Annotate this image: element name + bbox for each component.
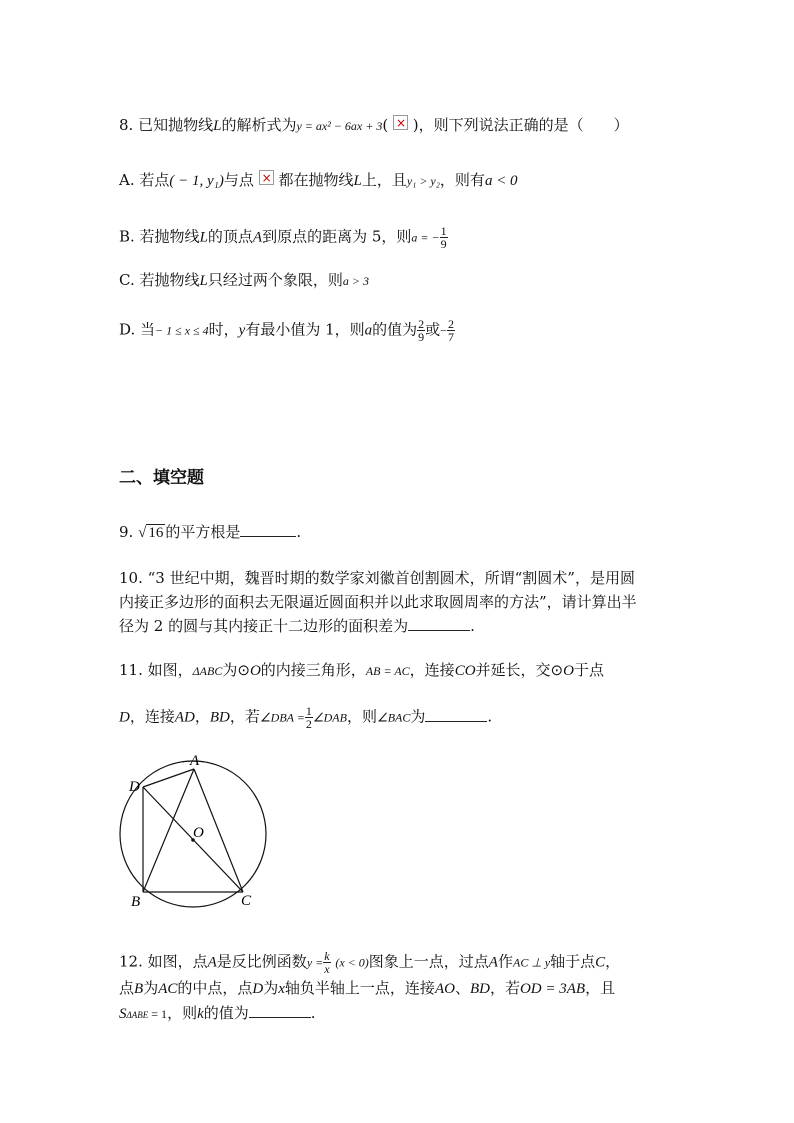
var-AO: AO [434,981,455,997]
angle-expr: ∠BAC [376,710,411,725]
option-c-label: C. 若抛物线 [119,271,200,289]
area-subscript: ΔABE [126,1010,149,1020]
option-text: 只经过两个象限，则 [207,271,343,289]
option-text: 与点 [223,171,254,189]
q11-line1 [119,660,604,681]
result-expr: a = − [411,230,440,245]
q8-stem [119,115,629,136]
q8-option-c [119,270,369,291]
broken-image-icon [393,115,408,130]
var-O: O [563,663,574,679]
q8-formula: y = ax² − 6ax + 3 [296,119,383,133]
q8-option-b [119,225,448,250]
q12-text: 作 [497,952,513,971]
denominator: 9 [418,330,425,344]
fraction [305,705,313,730]
label-c: C [241,893,252,909]
q12-text: 的中点，点 [177,979,253,997]
var-k: k [197,1006,204,1022]
q12-text: ，则 [167,1004,198,1022]
period: . [470,617,475,635]
equal-expr: = 1 [148,1007,168,1021]
domain-expr: (x < 0) [335,955,369,970]
q10-line1: 10. “3 世纪中期，魏晋时期的数学家刘徽首创割圆术，所谓“割圆术”，是用圆 [119,569,635,587]
q12-text: ， [605,952,621,971]
var-A: A [252,229,263,246]
answer-blank [249,1003,311,1018]
option-text: 的值为 [372,320,418,339]
var-D: D [119,709,130,726]
option-text: ，则有 [439,171,485,189]
var-L: L [199,273,208,289]
var-BD: BD [209,709,230,726]
q12-text: ，且 [585,979,616,997]
option-text: 有最小值为 1，则 [245,320,365,339]
option-b-label: B. 若抛物线 [119,227,200,246]
q9 [119,522,301,543]
numerator: 1 [440,224,447,238]
q11-text: ， [194,707,210,726]
q11-text: 的内接三角形， [260,661,366,679]
q12-text: 的值为 [203,1004,249,1022]
var-A: A [207,954,217,971]
segment-da [143,769,194,787]
perp-expr: AC ⊥ y [512,955,551,970]
equal-expr: AB = AC [365,664,410,678]
var-AD: AD [174,709,195,726]
q8-text: 8. 已知抛物线 [119,116,214,134]
point-expr: ( − 1, y₁) [169,173,224,189]
condition-expr: y₁ > y₂ [406,174,440,188]
q12-text: 、 [454,979,470,997]
label-b: B [131,894,141,910]
numerator: 2 [418,317,425,331]
result-expr: a < 0 [484,173,518,189]
q11-text: 11. 如图， [119,661,193,679]
angle-expr: ∠DBA = [259,710,305,725]
period: . [296,523,302,541]
option-text: 上，且 [361,171,407,189]
q11-line2 [119,705,492,730]
function-expr: y = [306,955,324,970]
answer-blank [408,616,470,631]
denominator: 7 [447,330,454,344]
sqrt-expr: √ 16 [138,525,164,541]
var-L: L [199,229,208,246]
q8-option-d [119,318,455,343]
var-CO: CO [454,663,476,679]
var-AC: AC [158,981,178,997]
circle-figure [112,748,282,916]
minus-sign: − [440,323,447,338]
option-d-label: D. 当 [119,320,156,339]
var-O: O [249,663,261,679]
option-a-label: A. 若点 [119,171,170,189]
var-D: D [252,981,264,997]
option-text: 都在抛物线 [278,171,354,189]
q8-L: L [213,118,222,134]
q11-text: 为 [222,661,238,679]
q10-text: 径为 2 的圆与其内接正十二边形的面积差为 [119,617,409,635]
q12-text: 为 [263,979,279,997]
q12-text: 图象上一点，过点 [368,952,489,971]
var-B: B [134,981,144,997]
q11-text: ，若 [229,707,260,726]
label-d: D [129,779,140,795]
denominator: 2 [305,717,312,731]
range-expr: − 1 ≤ x ≤ 4 [155,323,209,338]
numerator: k [324,949,330,963]
q12-line1 [119,950,620,975]
denominator: 9 [440,237,447,251]
denominator: x [324,962,330,976]
numerator: 2 [447,317,454,331]
option-text: 或 [425,320,441,339]
q12-line2 [119,978,615,999]
result-expr: a > 3 [342,274,369,288]
angle-expr: ∠DAB [312,710,347,725]
fraction [440,225,448,250]
q10-line2: 内接正多边形的面积去无限逼近圆面积并以此求取圆周率的方法”，请计算出半 [119,593,637,611]
q8-option-a [119,170,518,191]
q9-text: 的平方根是 [165,523,241,541]
q10-line3 [119,616,475,636]
section-title: 二、填空题 [119,468,204,488]
var-S: S [119,1006,127,1022]
fraction [447,318,455,343]
broken-image-icon [259,170,274,185]
period: . [487,707,493,726]
q12-text: 点 [119,979,135,997]
q12-text: ，若 [489,979,520,997]
q12-text: 轴负半轴上一点，连接 [284,979,435,997]
q12-text: 轴于点 [550,952,596,971]
q8-paren: ( [382,116,389,134]
q8-text: 的解析式为 [221,116,297,134]
q8-text: )，则下列说法正确的是（ ） [412,116,629,134]
var-C: C [595,954,606,971]
q11-text: ，连接 [409,661,455,679]
var-y: y [238,322,246,339]
q12-text: 12. 如图，点 [119,952,208,971]
option-text: 的顶点 [207,227,253,246]
q9-number: 9. [119,523,134,541]
q11-text: 为 [410,707,426,726]
answer-blank [240,522,296,537]
q11-text: ，则 [346,707,377,726]
answer-blank [425,707,487,722]
label-o: O [193,825,204,841]
numerator: 1 [305,704,312,718]
var-L: L [353,173,362,189]
option-text: 时， [208,320,239,339]
condition-expr: OD = 3AB [519,981,586,997]
fraction [417,318,425,343]
q11-text: 并延长，交 [475,661,551,679]
fraction [323,950,330,975]
circle-dot-icon: ⊙ [237,663,250,679]
circle-dot-icon: ⊙ [550,663,564,679]
q12-text: 是反比例函数 [216,952,307,971]
segment-ab [143,769,194,892]
triangle-expr: ΔABC [192,664,223,678]
var-a: a [364,322,373,339]
q12-line3 [119,1003,316,1025]
var-BD: BD [469,981,490,997]
q11-text: ，连接 [129,707,175,726]
q12-text: 为 [143,979,159,997]
q11-text: 于点 [573,661,604,679]
option-text: 到原点的距离为 5，则 [262,227,412,246]
var-x: x [278,981,285,997]
label-a: A [190,753,200,769]
period: . [310,1004,316,1022]
radicand: 16 [148,525,164,541]
var-A: A [488,954,498,971]
